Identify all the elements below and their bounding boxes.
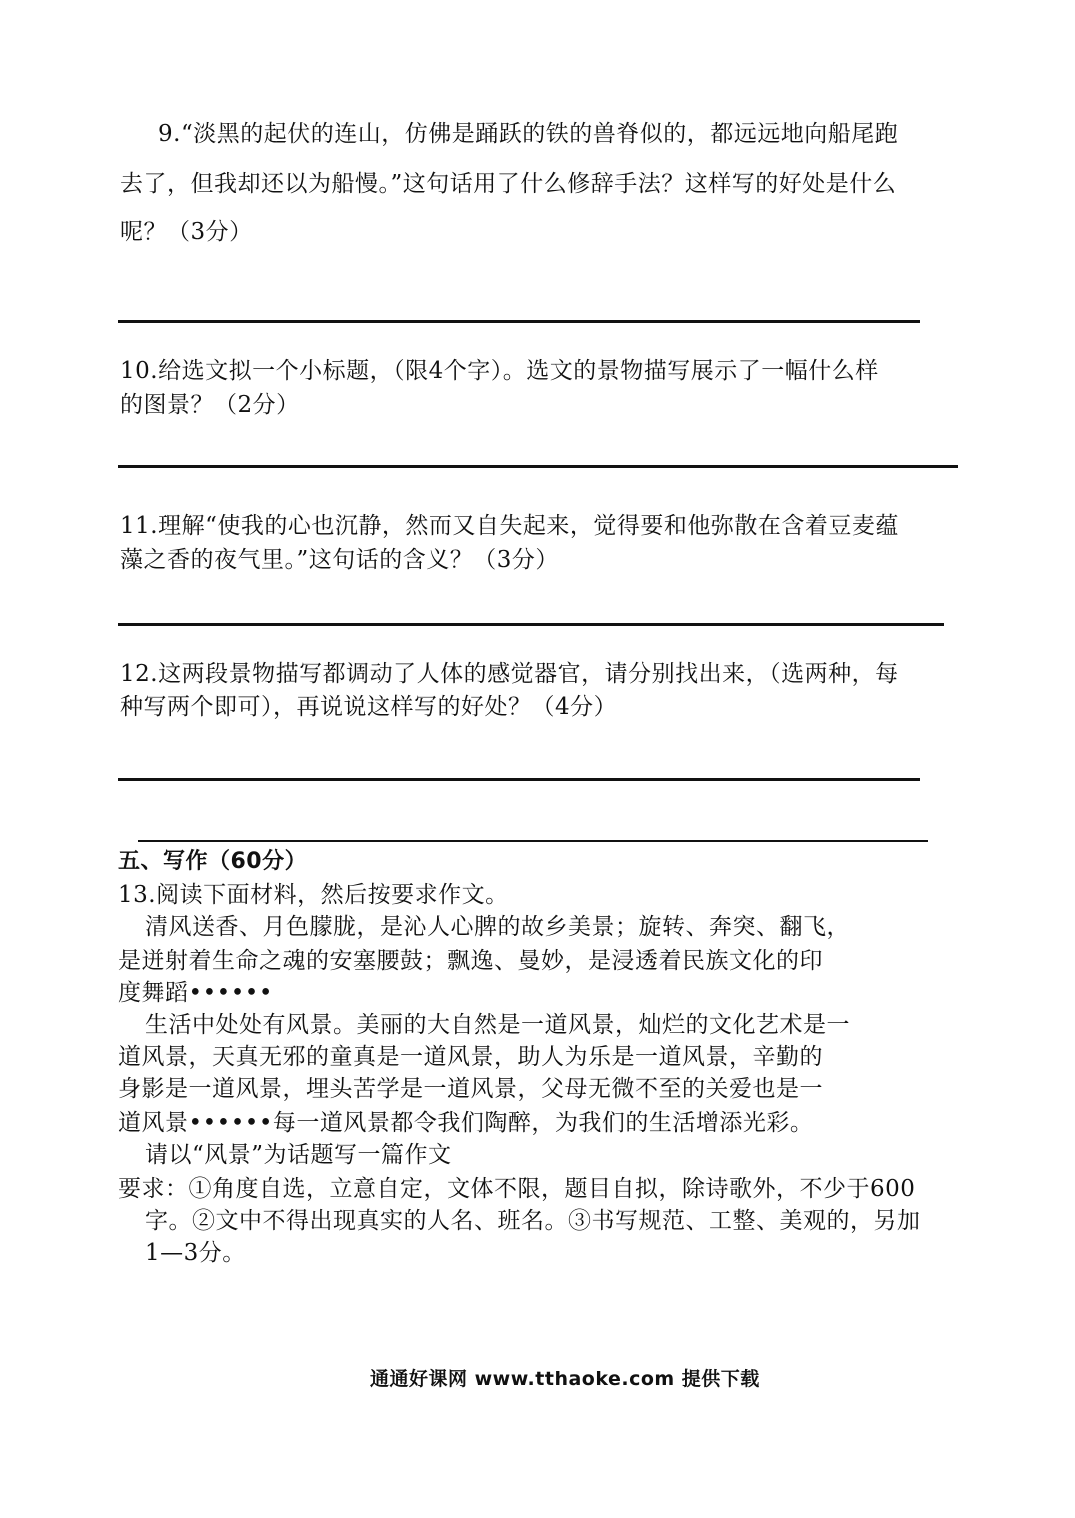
q9-line-1: 9.“淡黑的起伏的连山，仿佛是踊跃的铁的兽脊似的，都远远地向船尾跑 <box>158 121 899 147</box>
q12-line-2: 种写两个即可），再说说这样写的好处？（4分） <box>120 694 618 720</box>
q11-line-2: 藻之香的夜气里。”这句话的含义？（3分） <box>120 547 559 573</box>
material-para1-line-2: 是迸射着生命之魂的安塞腰鼓；飘逸、曼妙，是浸透着民族文化的印 <box>118 948 823 974</box>
writing-section-heading: 五、写作（60分） <box>118 849 308 874</box>
section-divider-line <box>138 840 928 842</box>
material-para2-line-4: 道风景••••••每一道风景都令我们陶醉，为我们的生活增添光彩。 <box>118 1110 814 1136</box>
requirements-line-2: 字。②文中不得出现真实的人名、班名。③书写规范、工整、美观的，另加 <box>145 1208 921 1234</box>
essay-prompt: 请以“风景”为话题写一篇作文 <box>145 1142 452 1168</box>
q9-line-2: 去了，但我却还以为船慢。”这句话用了什么修辞手法？这样写的好处是什么 <box>120 171 897 197</box>
material-para2-line-3: 身影是一道风景，埋头苦学是一道风景，父母无微不至的关爱也是一 <box>118 1076 823 1102</box>
q9-line-3: 呢？（3分） <box>120 219 253 245</box>
q10-line-2: 的图景？（2分） <box>120 392 300 418</box>
q11-line-1: 11.理解“使我的心也沉静，然而又自失起来，觉得要和他弥散在含着豆麦蕴 <box>120 513 899 539</box>
q11-answer-line <box>118 623 944 626</box>
material-para2-line-1: 生活中处处有风景。美丽的大自然是一道风景，灿烂的文化艺术是一 <box>145 1012 850 1038</box>
requirements-line-3: 1—3分。 <box>145 1240 246 1266</box>
material-para1-line-3: 度舞蹈•••••• <box>118 980 273 1006</box>
page-footer: 通通好课网 www.tthaoke.com 提供下载 <box>370 1368 760 1390</box>
q13-instruction: 13.阅读下面材料，然后按要求作文。 <box>118 882 509 908</box>
material-para1-line-1: 清风送香、月色朦胧，是沁人心脾的故乡美景；旋转、奔突、翻飞， <box>145 914 850 940</box>
q9-answer-line <box>118 320 920 323</box>
q12-line-1: 12.这两段景物描写都调动了人体的感觉器官，请分别找出来，（选两种，每 <box>120 661 899 687</box>
q12-answer-line <box>118 778 920 781</box>
q10-answer-line <box>118 465 958 468</box>
q10-line-1: 10.给选文拟一个小标题，（限4个字）。选文的景物描写展示了一幅什么样 <box>120 358 879 384</box>
requirements-line-1: 要求：①角度自选，立意自定，文体不限，题目自拟，除诗歌外，不少于600 <box>118 1176 916 1202</box>
material-para2-line-2: 道风景，天真无邪的童真是一道风景，助人为乐是一道风景，辛勤的 <box>118 1044 823 1070</box>
